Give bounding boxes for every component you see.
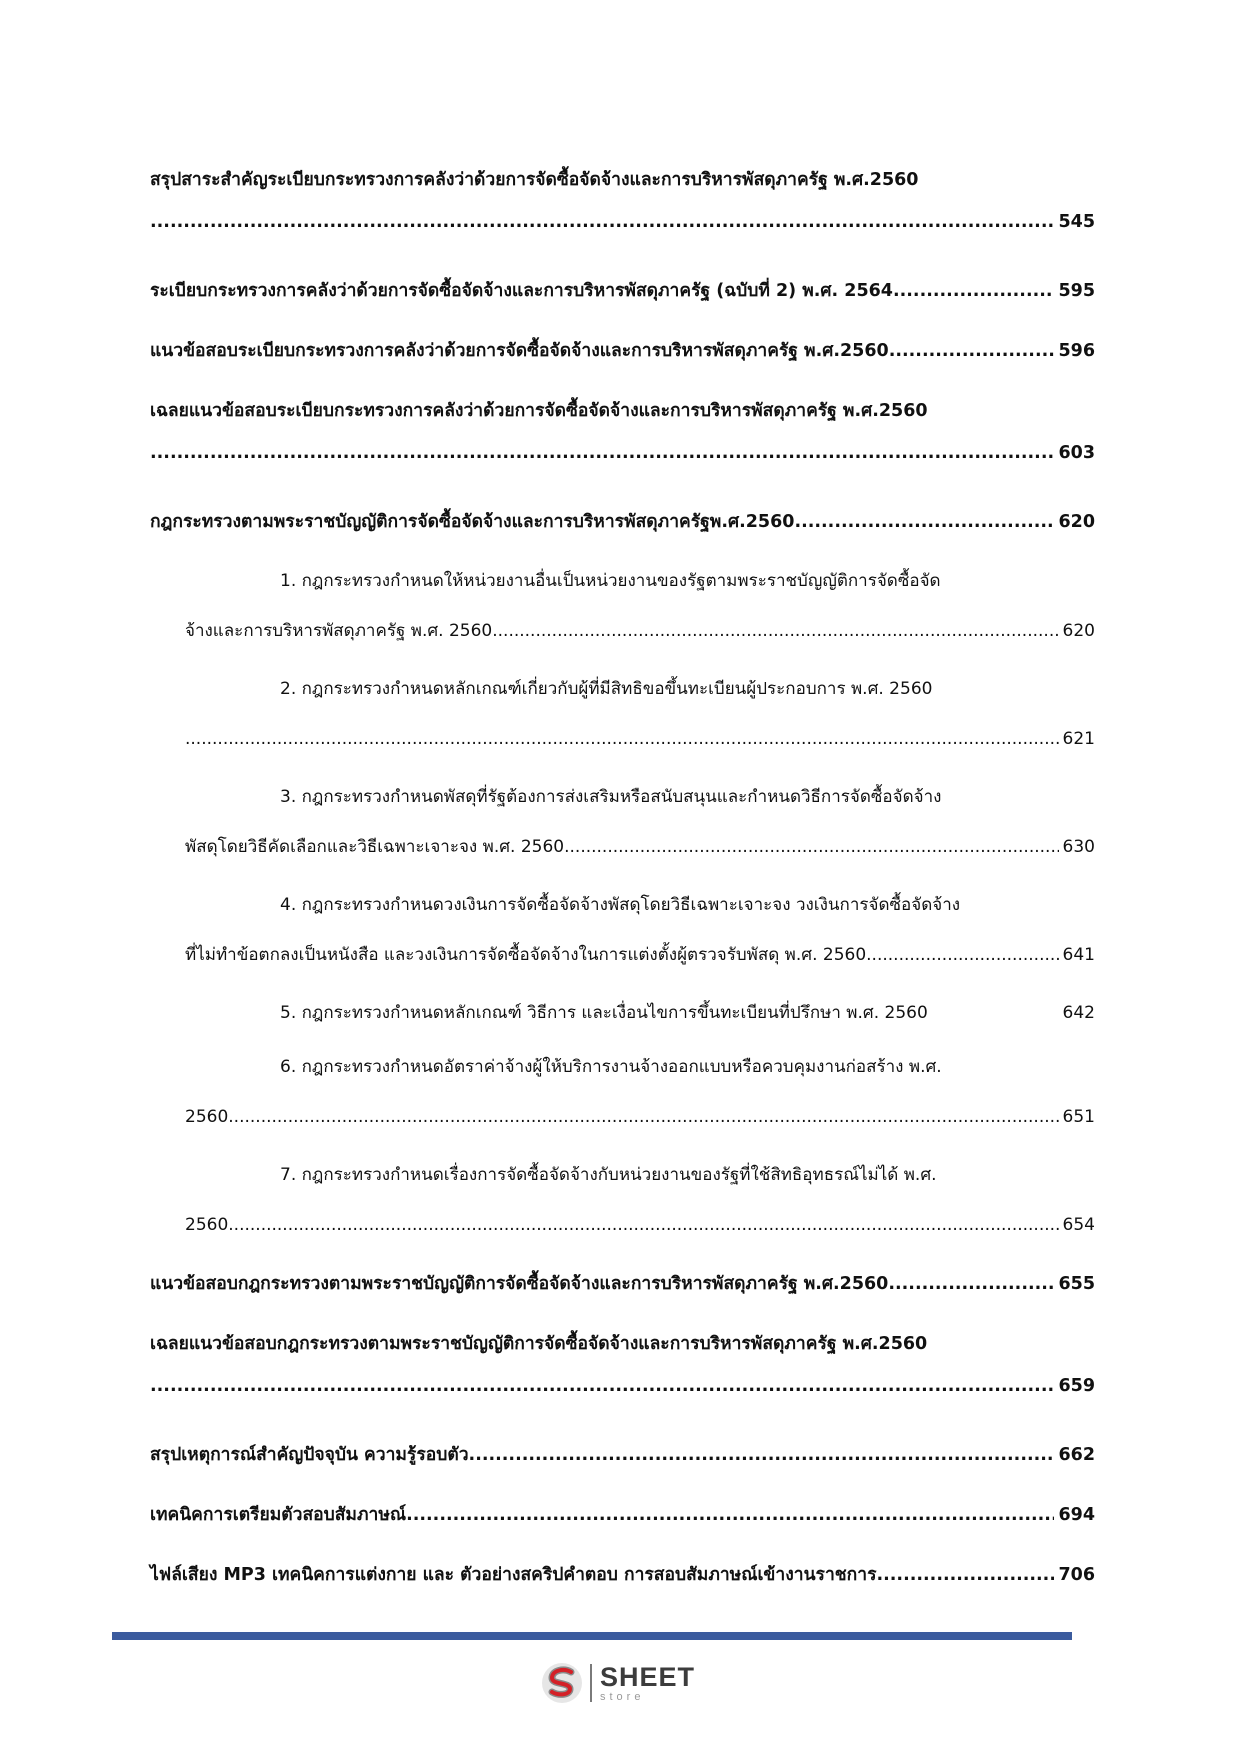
- dot-leader: [185, 714, 1059, 764]
- toc-entry-title: เฉลยแนวข้อสอบระเบียบกระทรวงการคลังว่าด้วยการจัดซื้อจัดจ้างและการบริหารพัสดุภาครัฐ พ.ศ.2560: [150, 401, 928, 421]
- toc-entry-title-cont: 2560: [185, 1107, 229, 1127]
- toc-page-number: 603: [1058, 443, 1095, 463]
- toc-page-number: 641: [1062, 945, 1095, 965]
- dot-leader: [150, 1365, 1054, 1407]
- toc-entry[interactable]: [150, 390, 1095, 492]
- footer-divider: [112, 1632, 1072, 1640]
- toc-page-number: 621: [1062, 729, 1095, 749]
- toc-entry-title: 4. กฎกระทรวงกำหนดวงเงินการจัดซื้อจัดจ้างพัสดุโดยวิธีเฉพาะเจาะจง วงเงินการจัดซื้อจัดจ้าง: [280, 895, 961, 915]
- toc-entry-title-cont: พัสดุโดยวิธีคัดเลือกและวิธีเฉพาะเจาะจง พ.ศ. 2560: [185, 837, 565, 857]
- dot-leader: [876, 1545, 1054, 1605]
- toc-subentry[interactable]: [150, 1042, 1095, 1146]
- toc-entry[interactable]: [150, 321, 1095, 381]
- sheet-store-logo: [540, 1658, 695, 1708]
- toc-entry[interactable]: [150, 261, 1095, 321]
- toc-entry-title: 6. กฎกระทรวงกำหนดอัตราค่าจ้างผู้ให้บริการงานจ้างออกแบบหรือควบคุมงานก่อสร้าง พ.ศ.: [280, 1057, 942, 1077]
- toc-subentry[interactable]: [150, 880, 1095, 984]
- toc-entry-title-cont: ที่ไม่ทำข้อตกลงเป็นหนังสือ และวงเงินการจัดซื้อจัดจ้างในการแต่งตั้งผู้ตรวจรับพัสดุ พ.ศ. 2560: [185, 945, 867, 965]
- toc-page-number: 596: [1058, 341, 1095, 361]
- dot-leader: [893, 261, 1054, 321]
- toc-entry[interactable]: [150, 1323, 1095, 1425]
- dot-leader: [794, 492, 1054, 552]
- logo-wordmark: [600, 1661, 696, 1703]
- toc-page-number: 694: [1058, 1505, 1095, 1525]
- toc-entry-title: 7. กฎกระทรวงกำหนดเรื่องการจัดซื้อจัดจ้างกับหน่วยงานของรัฐที่ใช้สิทธิอุทธรณ์ไม่ได้ พ.ศ.: [280, 1165, 937, 1185]
- toc-subentry[interactable]: [150, 664, 1095, 768]
- toc-entry[interactable]: [150, 159, 1095, 261]
- table-of-contents: [150, 150, 1095, 1605]
- toc-entry-title: ไฟล์เสียง MP3 เทคนิคการแต่งกาย และ ตัวอย่างสคริปคำตอบ การสอบสัมภาษณ์เข้างานราชการ: [150, 1565, 877, 1585]
- toc-page-number: 651: [1062, 1107, 1095, 1127]
- toc-entry[interactable]: [150, 1425, 1095, 1485]
- toc-entry-title: สรุปเหตุการณ์สำคัญปัจจุบัน ความรู้รอบตัว: [150, 1445, 469, 1465]
- toc-page-number: 654: [1062, 1215, 1095, 1235]
- toc-page-number: 659: [1058, 1376, 1095, 1396]
- toc-page-number: 545: [1058, 212, 1095, 232]
- toc-entry-title: 1. กฎกระทรวงกำหนดให้หน่วยงานอื่นเป็นหน่วยงานของรัฐตามพระราชบัญญัติการจัดซื้อจัด: [280, 571, 941, 591]
- logo-text: SHEET: [600, 1661, 696, 1692]
- dot-leader: [150, 201, 1054, 243]
- toc-page-number: 620: [1058, 512, 1095, 532]
- toc-subentry[interactable]: [150, 988, 1095, 1038]
- toc-entry[interactable]: [150, 1545, 1095, 1605]
- toc-page-number: 655: [1058, 1274, 1095, 1294]
- dot-leader: [150, 432, 1054, 474]
- toc-entry-title: ระเบียบกระทรวงการคลังว่าด้วยการจัดซื้อจัดจ้างและการบริหารพัสดุภาครัฐ (ฉบับที่ 2) พ.ศ. 2564: [150, 281, 893, 301]
- logo-subtext: store: [600, 1690, 645, 1703]
- toc-page-number: 706: [1058, 1565, 1095, 1585]
- toc-entry[interactable]: [150, 1485, 1095, 1545]
- dot-leader: [888, 1254, 1054, 1314]
- toc-entry-title: 3. กฎกระทรวงกำหนดพัสดุที่รัฐต้องการส่งเสริมหรือสนับสนุนและกำหนดวิธีการจัดซื้อจัดจ้าง: [280, 787, 942, 807]
- toc-entry-title: สรุปสาระสำคัญระเบียบกระทรวงการคลังว่าด้วยการจัดซื้อจัดจ้างและการบริหารพัสดุภาครัฐ พ.ศ.2560: [150, 170, 919, 190]
- toc-subentry[interactable]: [150, 1150, 1095, 1254]
- toc-subentry[interactable]: [150, 556, 1095, 660]
- toc-page-number: 642: [1062, 1003, 1095, 1023]
- toc-entry-title: แนวข้อสอบกฎกระทรวงตามพระราชบัญญัติการจัดซื้อจัดจ้างและการบริหารพัสดุภาครัฐ พ.ศ.2560: [150, 1274, 889, 1294]
- toc-entry-title-cont: จ้างและการบริหารพัสดุภาครัฐ พ.ศ. 2560: [185, 621, 493, 641]
- toc-entry[interactable]: [150, 492, 1095, 552]
- logo-separator: [590, 1664, 592, 1702]
- dot-leader: [889, 321, 1055, 381]
- dot-leader: [406, 1485, 1054, 1545]
- toc-page-number: 595: [1058, 281, 1095, 301]
- dot-leader: [492, 606, 1058, 656]
- toc-entry-title-cont: 2560: [185, 1215, 229, 1235]
- dot-leader: [928, 988, 964, 1038]
- toc-entry[interactable]: [150, 1254, 1095, 1314]
- s-logo-icon: [540, 1661, 584, 1705]
- toc-entry-title: แนวข้อสอบระเบียบกระทรวงการคลังว่าด้วยการจัดซื้อจัดจ้างและการบริหารพัสดุภาครัฐ พ.ศ.2560: [150, 341, 889, 361]
- dot-leader: [228, 1092, 1058, 1142]
- toc-page-number: 662: [1058, 1445, 1095, 1465]
- toc-subentry[interactable]: [150, 772, 1095, 876]
- toc-page-number: 620: [1062, 621, 1095, 641]
- toc-entry-title: 2. กฎกระทรวงกำหนดหลักเกณฑ์เกี่ยวกับผู้ที่มีสิทธิขอขึ้นทะเบียนผู้ประกอบการ พ.ศ. 2560: [280, 679, 933, 699]
- toc-entry-title: 5. กฎกระทรวงกำหนดหลักเกณฑ์ วิธีการ และเงื่อนไขการขึ้นทะเบียนที่ปรึกษา พ.ศ. 2560: [280, 1003, 928, 1023]
- dot-leader: [866, 930, 1058, 980]
- dot-leader: [564, 822, 1058, 872]
- toc-entry-title: เทคนิคการเตรียมตัวสอบสัมภาษณ์: [150, 1505, 407, 1525]
- toc-page-number: 630: [1062, 837, 1095, 857]
- dot-leader: [469, 1425, 1055, 1485]
- toc-entry-title: เฉลยแนวข้อสอบกฎกระทรวงตามพระราชบัญญัติการจัดซื้อจัดจ้างและการบริหารพัสดุภาครัฐ พ.ศ.2560: [150, 1334, 928, 1354]
- toc-entry-title: กฎกระทรวงตามพระราชบัญญัติการจัดซื้อจัดจ้างและการบริหารพัสดุภาครัฐพ.ศ.2560: [150, 512, 795, 532]
- dot-leader: [228, 1200, 1058, 1250]
